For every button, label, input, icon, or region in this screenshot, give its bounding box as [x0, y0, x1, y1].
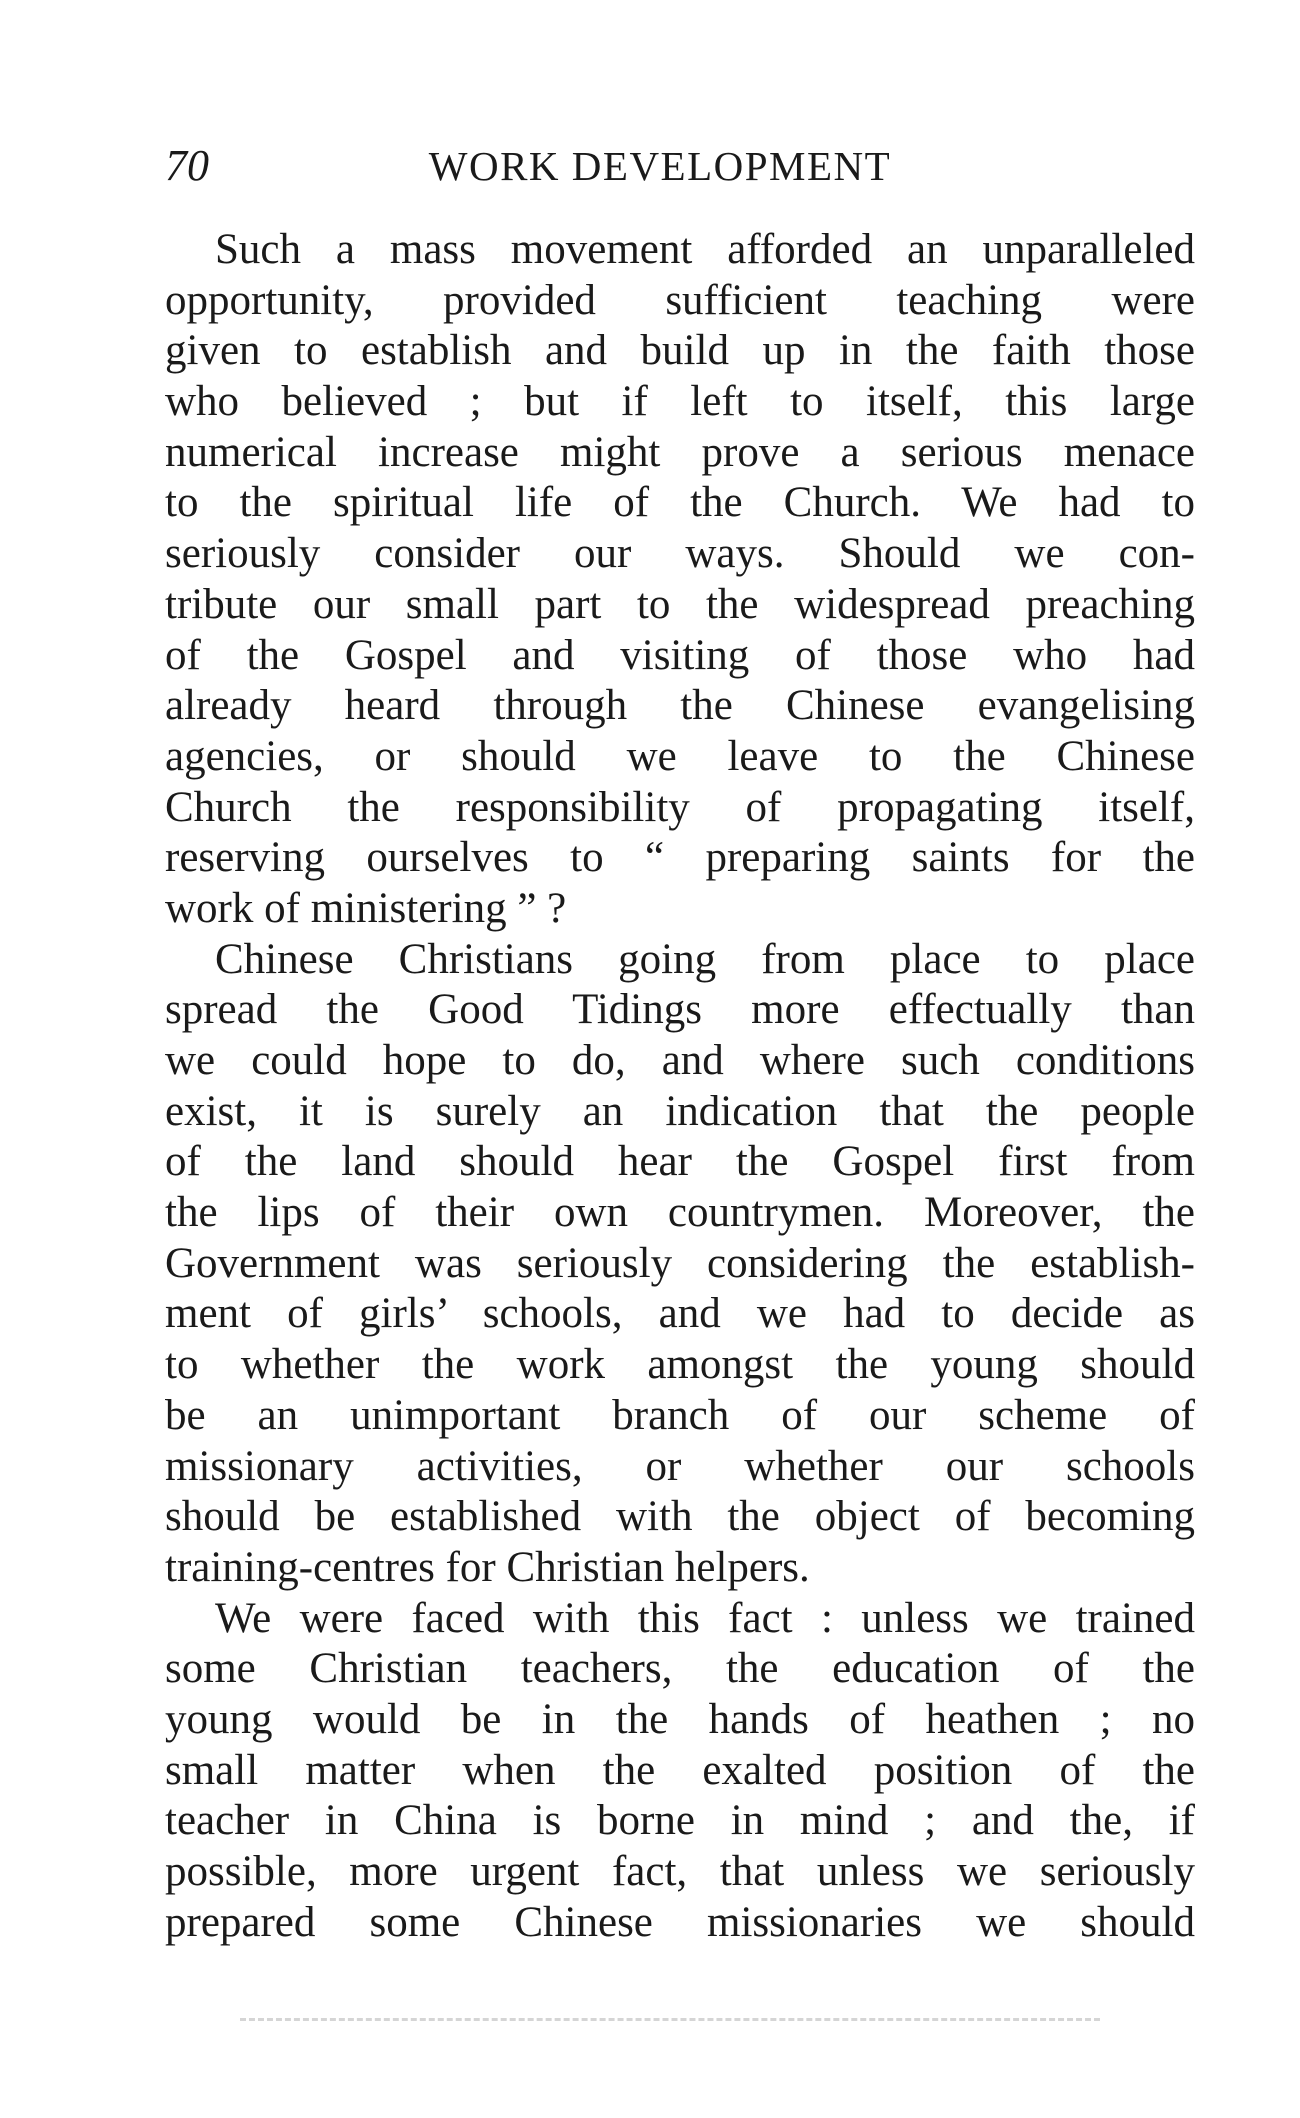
text-line: numerical increase might prove a serious menace	[165, 428, 1195, 476]
text-line: to the spiritual life of the Church. We had to	[165, 479, 1195, 527]
text-line: possible, more urgent fact, that unless we seriously	[165, 1848, 1195, 1895]
body-text	[165, 225, 1195, 1948]
text-line: should be established with the object of becoming	[165, 1493, 1195, 1541]
text-line: reserving ourselves to “ preparing saints for the	[165, 834, 1195, 882]
text-line: the lips of their own countrymen. Moreover, the	[165, 1189, 1195, 1237]
text-line: work of ministering ” ?	[165, 884, 567, 932]
text-line: We were faced with this fact : unless we trained	[215, 1594, 1195, 1642]
text-line: who believed ; but if left to itself, this large	[165, 378, 1195, 426]
text-line: already heard through the Chinese evangelising	[165, 682, 1195, 730]
running-head	[165, 136, 1195, 196]
text-line: exist, it is surely an indication that the people	[165, 1087, 1195, 1135]
text-line: ment of girls’ schools, and we had to decide as	[165, 1290, 1195, 1338]
text-line: spread the Good Tidings more effectually than	[165, 986, 1195, 1034]
running-title: WORK DEVELOPMENT	[428, 143, 892, 189]
text-line: prepared some Chinese missionaries we should	[165, 1898, 1195, 1946]
text-line: training-centres for Christian helpers.	[165, 1543, 810, 1591]
text-line: given to establish and build up in the faith those	[165, 327, 1195, 375]
text-line: of the Gospel and visiting of those who had	[165, 631, 1195, 679]
text-line: some Christian teachers, the education of the	[165, 1645, 1195, 1693]
text-line: teacher in China is borne in mind ; and the, if	[165, 1797, 1195, 1845]
text-line: tribute our small part to the widespread preaching	[165, 580, 1195, 628]
text-line: small matter when the exalted position of the	[165, 1746, 1195, 1794]
paragraph	[165, 1594, 1195, 1949]
text-line: be an unimportant branch of our scheme of	[165, 1391, 1195, 1439]
text-line: agencies, or should we leave to the Chinese	[165, 732, 1195, 780]
text-line: Chinese Christians going from place to place	[215, 935, 1195, 983]
text-line: we could hope to do, and where such conditions	[165, 1037, 1195, 1084]
text-line: seriously consider our ways. Should we con-	[165, 530, 1195, 578]
text-line: Such a mass movement afforded an unparalleled	[215, 226, 1195, 273]
text-line: Government was seriously considering the establish-	[165, 1239, 1195, 1287]
cropped-next-line-edge	[240, 2018, 1100, 2027]
text-line: missionary activities, or whether our schools	[165, 1442, 1195, 1490]
paragraph	[165, 225, 1195, 935]
text-line: of the land should hear the Gospel first from	[165, 1138, 1195, 1186]
text-line: young would be in the hands of heathen ; no	[165, 1695, 1195, 1743]
paragraph	[165, 935, 1195, 1594]
page-number: 70	[165, 141, 209, 190]
text-line: opportunity, provided sufficient teaching were	[165, 276, 1195, 324]
text-line: Church the responsibility of propagating itself,	[165, 783, 1195, 831]
text-line: to whether the work amongst the young should	[165, 1341, 1195, 1389]
